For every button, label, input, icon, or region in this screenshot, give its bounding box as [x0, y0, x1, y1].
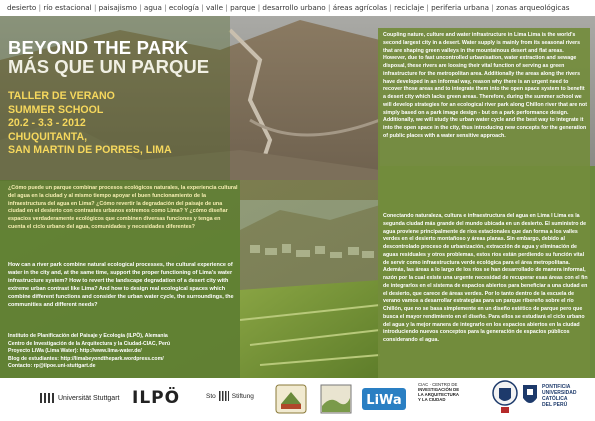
keyword: ecología	[168, 3, 199, 12]
title-english: BEYOND THE PARK	[8, 37, 189, 58]
university-stuttgart-logo	[40, 393, 119, 403]
municipal-crest-logo	[275, 384, 307, 414]
keyword: reciclaje	[394, 3, 425, 12]
keyword: desarrollo urbano	[262, 3, 326, 12]
ilpo-logo: ILPÖ	[132, 388, 181, 408]
logo-text: INVESTIGACIÓN DE	[418, 387, 460, 392]
description-english: Coupling nature, culture and water infrastructure in Lima Lima is the world's second largest city in a desert. Water supply is mainly from its seasonal rivers that are shaping green valleys in the mountainous desert and flat areas. However, due to fast uncontrolled urbanisation, water extraction and sewage disposal, these rivers are loosing their vital function of serving as green infrastructure for the metropolitan area. Additionally the areas along the rivers have developed in an informal way, reason why there is an urgent need to recover those areas and to integrate them into the open space system to benefit a desert city which lacks green areas. Therefore, during the summer school we will develop strategies for an ecological river park along Chillon river that are not simply based on a park image design - but on a park performance design. Additionally, we will study the urban water cycle and the best way to integrate it into the open space in the city, thus introducing new concepts for the generation of public places with a water sensitive approach.	[383, 32, 587, 139]
logo-text: Sto	[206, 392, 216, 400]
keyword: parque	[230, 3, 256, 12]
stiftung-mark-icon	[219, 391, 229, 401]
event-location: SAN MARTIN DE PORRES, LIMA	[8, 144, 172, 157]
liwa-mark-icon	[362, 388, 406, 410]
logo-text: UNIVERSIDAD	[542, 390, 577, 396]
logo-footer	[0, 378, 595, 421]
sto-stiftung-logo	[206, 391, 254, 401]
keyword: desierto	[7, 3, 37, 12]
contact-line: Instituto de Planificación del Paisaje y Ecología (ILPÖ), Alemania	[8, 333, 168, 339]
crest-icon	[275, 384, 307, 414]
project-link[interactable]: Proyecto LiWa (Lima Water): http://www.lima-water.de/	[8, 348, 142, 355]
event-dates: 20.2 - 3.3 - 2012	[8, 117, 86, 130]
blog-link[interactable]: Blog de estudiantes: http://limabeyondthepark.wordpress.com/	[8, 355, 164, 362]
research-logo	[320, 384, 352, 414]
event-location: CHUQUITANTA,	[8, 130, 88, 143]
logo-text: LA ARQUITECTURA	[418, 392, 459, 397]
contact-email[interactable]: Contacto: rp@ilpoe.uni-stuttgart.de	[8, 363, 96, 370]
keyword: agua	[143, 3, 162, 12]
event-line: TALLER DE VERANO	[8, 90, 115, 102]
logo-text: Stiftung	[231, 392, 254, 400]
logo-text: CIAC · CENTRO DE	[418, 382, 458, 387]
keyword: áreas agrícolas	[332, 3, 388, 12]
keyword: periferia urbana	[431, 3, 490, 12]
contact-line: Centro de Investigación de la Arquitectura y la Ciudad-CIAC, Perú	[8, 340, 171, 347]
intro-paragraph-english: How can a river park combine natural ecological processes, the cultural experience of water in the city and, at the same time, support the proper functioning of Lima's water infrastructure system? How to revert the landscape degradation of a desert city with extreme urban contrast like Lima? And how to design real ecological spaces which combine different functions and consider the urban water cycle, the surroundings, the communities and different needs?	[8, 262, 234, 308]
logo-text: PONTIFICIA	[542, 384, 571, 390]
keyword: paisajismo	[98, 3, 137, 12]
event-line: SUMMER SCHOOL	[8, 103, 104, 116]
event-details	[8, 90, 223, 158]
seal-icon	[492, 380, 518, 414]
keyword-bar: desierto | río estacional | paisajismo | agua | ecología | valle | parque | desarrollo urbano | áreas agrícolas | reciclaje | periferia urbana | zonas arqueológicas	[0, 0, 595, 16]
keyword: zonas arqueológicas	[496, 3, 570, 12]
description-spanish: Conectando naturaleza, cultura e infraestructura del agua en Lima I Lima es la segunda ciudad más grande del mundo ubicada en un desierto. El suministro de agua proviene principalmente de ríos estacionales que dan forma a los valles verdes en el desierto montañoso y áreas planas. Sin embargo, debido al descontrolado proceso de urbanización, extracción de agua y eliminación de aguas residuales y otros problemas, estos ríos están perdiendo su función vital de servir como infraestructura verde ecológica para el área metropolitana. Además, las áreas a lo largo de los ríos se han desarrollado de manera informal, razón por la cual existe una urgente necesidad de recuperar esas áreas con el fin de integrarlos en el sistema de espacios abiertos para beneficiar a una ciudad en el desierto, que carece de áreas verdes. Por lo tanto dentro de la escuela de verano vamos a desarrollar estrategias para un parque ribereño sobre el río Chillón, que no se basa simplemente en un diseño estético de parque pero que busca el mayor rendimiento en el diseño. Para ellos se estudiará el ciclo urbano del agua y la mejor manera de integrarlo en los espacios abiertos en la ciudad introduciendo nuevos conceptos para la generación de espacios públicos considerando el agua.	[383, 213, 588, 343]
ciac-logo	[418, 382, 459, 402]
university-seal-logo	[492, 380, 518, 414]
contact-block	[8, 333, 240, 371]
title-block	[8, 38, 223, 158]
liwa-logo	[362, 388, 406, 410]
keyword: río estacional	[43, 3, 92, 12]
logo-text: DEL PERÚ	[542, 402, 568, 408]
stuttgart-mark-icon	[40, 393, 54, 403]
pucp-shield-icon	[522, 384, 538, 408]
logo-text: CATÓLICA	[542, 396, 568, 402]
landscape-mark-icon	[320, 384, 352, 414]
pucp-logo	[522, 384, 576, 408]
keyword: valle	[206, 3, 224, 12]
liwa-text: LiWa	[366, 393, 402, 408]
title-spanish: MÁS QUE UN PARQUE	[8, 56, 210, 77]
logo-text: Y LA CIUDAD	[418, 397, 446, 402]
logo-text: Universität Stuttgart	[58, 394, 120, 402]
intro-paragraph-spanish: ¿Cómo puede un parque combinar procesos ecológicos naturales, la experiencia cultural del agua en la ciudad y al mismo tiempo apoyar el buen funcionamiento de la infraestructura del agua en Lima? ¿Cómo revertir la degradación del paisaje de una ciudad en el desierto con contrastes urbanos extremos como Lima? Y ¿cómo diseñar espacios verdaderamente ecológicos que combinen diversas funciones y tenga en cuenta el ciclo urbano del agua, comunidades y necesidades diferentes?	[8, 185, 238, 230]
